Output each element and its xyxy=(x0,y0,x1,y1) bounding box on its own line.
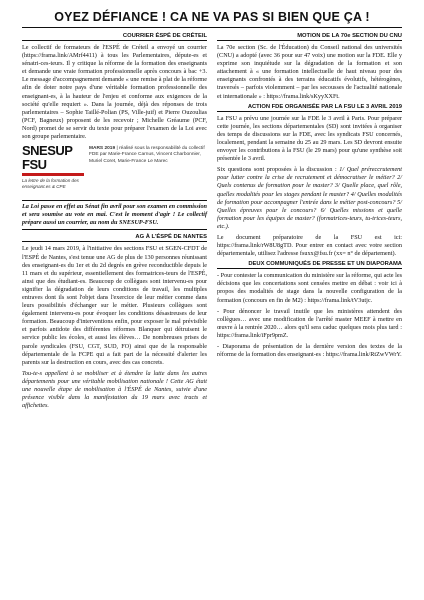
section-head-cnu: MOTION DE LA 70e SECTION DU CNU xyxy=(217,33,402,41)
left-column xyxy=(22,33,207,413)
columns xyxy=(22,33,402,413)
nantes-conclusion: Tou-te-s appellent à se mobiliser et à étendre la lutte dans les autres départements pour une véritable mobilisation nationale ! Cette AG était une nouvelle étape de mobilisation à l'ÉSPÉ de Nantes, suivie d'une présence visible dans la manifestation du 19 mars avec tracts et affichettes. xyxy=(22,369,207,410)
logo-word: SNESUP FSU xyxy=(22,143,73,173)
section-head-nantes: AG À L'ÉSPÉ DE NANTES xyxy=(22,234,207,242)
comms-item-2: - Pour dénoncer le travail inutile que les ministères attendent des collègues… avec une modification de l'arrêté master MEEF à mettre en œuvre à la rentrée 2020… alors qu'il sera caduc quelques mois plus tard : https://frama.link/iFpr9pmZ. xyxy=(217,307,402,339)
nantes-paragraph: Le jeudi 14 mars 2019, à l'initiative des sections FSU et SGEN-CFDT de l'ESPÉ de Nantes, s'est tenue une AG de plus de 130 personnes réunissant des enseignant-es du 1er et du 2d degrés en grève reconductible depuis le 11 mars et du supérieur, essentiellement des formatrices-teurs de l'ESPÉ, ainsi que des étudiant-es. Beaucoup de collègues sont intervenu-es pour signifier la dégradation de leurs conditions de travail, les multiples entraves dont ils sont l'objet dans l'exercice de leur métier comme dans leurs possibilités d'échanger sur le métier. Plusieurs collègues sont également intervenu-es pour évoquer les conditions désastreuses de leur formation. Beaucoup d'interventions enfin, pour exposer le mal prévisible et parfois antidote des différentes réformes Blanquer qui détruisent le service public les écoles, et aussi les élèves… De nombreuses prises de parole syndicales (FSU, CGT, SUD, FO) ainsi que de la responsable départementale de la FCPE qui a fait part de la nécessité d'alerter les parents sur la destruction en cours, avec des cas concrets. xyxy=(22,245,207,366)
fsu-paragraph-1: La FSU a prévu une journée sur la FDE le 3 avril à Paris. Pour préparer cette journée, les sections départementales (SD) sont invitées à organiser des temps de discussions sur la FDE, avec les syndicats FSU concernés, localement, pendant la semaine du 25 au 29 mars. Les SD devront ensuite envoyer les contributions à la FSU (le 29 mars) pour qu'une synthèse soit présentée le 3 avril. xyxy=(217,114,402,163)
logo-bar xyxy=(22,173,84,176)
section-head-creteil: COURRIER ÉSPÉ DE CRÉTEIL xyxy=(22,33,207,41)
fsu-paragraph-3: Le document préparatoire de la FSU est ici: https://frama.link/rW8U8gTD. Pour entrer en contact avec votre section départementale, utilisez l'adresse fsuxx@fsu.fr (xx= n° de département). xyxy=(217,233,402,258)
fsu-questions-list: 1/ Quel préreccrutement pour lutter contre la crise de recrutement et démocratiser le métier? 2/ Quels contenus de formation pour le master? 3/ Quelle place, quel rôle, quelles modalités pour les stages pendant le master? 4/ Quelles modalités de formation pour accompagner l'entrée dans le métier post-concours? 5/ Quelles épreuves pour le concours? 6/ Quelles missions et quelle formation pour les équipes de master? (formatrices-teurs, tu-trices-teurs, etc.). xyxy=(217,166,402,230)
caption-date: MARS 2019 xyxy=(89,146,116,152)
fsu-questions-intro: Six questions sont proposées à la discussion : xyxy=(217,166,340,174)
creteil-paragraph: Le collectif de formateurs de l'ESPÉ de Créteil a envoyé un courrier (https://frama.link/AMrf4411) à tous les Parlementaires, députe-es et sénatri-ces-teurs. Il y critique la réforme de la formation des enseignants et demande une vraie formation professionnelle après concours à bac +3. Le message d'accompagnement demande « une remise à plat de la réforme afin de doter notre pays d'une véritable formation professionnelle des enseignant-es, à la hauteur de l'enjeu et conforme aux exigences de la société qu'elle requiert ». Dans la journée, déjà des réponses de trois parlementaires – Sophie Taillé-Polian (PS, Ville-juif) et Pierre Ouzoulias (PCF, Bagneux) proposent de les recevoir ; Michelle Gréaume (PCF, Nord) promet de se servir du texte pour préparer l'examen de la Loi avec son groupe parlementaire. xyxy=(22,44,207,141)
section-head-fsu: ACTION FDE ORGANISÉE PAR LA FSU LE 3 AVRIL 2019 xyxy=(217,104,402,112)
callout-box xyxy=(22,200,207,230)
fsu-paragraph-2 xyxy=(217,166,402,231)
right-column xyxy=(217,33,402,413)
section-head-comms: DEUX COMMUNIQUÉS DE PRESSE ET UN DIAPORAMA xyxy=(217,261,402,269)
snesup-logo xyxy=(22,144,84,196)
logo-caption xyxy=(89,144,207,165)
logo-row xyxy=(22,144,207,196)
page-title: OYEZ DÉFIANCE ! CA NE VA PAS SI BIEN QUE ÇA ! xyxy=(22,10,402,28)
comms-item-3: - Diaporama de présentation de la dernière version des textes de la réforme de la formation des enseignant-es : https://frama.link/RtZwVWrY. xyxy=(217,343,402,359)
logo-tagline: La lettre de la formation des enseignant.es & CPE xyxy=(22,178,79,189)
cnu-paragraph: La 70e section (Sc. de l'Éducation) du Conseil national des universités (CNU) a adopté (avec 36 pour sur 47 voix) une motion sur la FDE. Elle y exprime son inquiétude sur la dégradation de la formation et son attachement à « une formation intellectuelle de haut niveau pour des enseignants confrontés à des terrains éducatifs évolutifs, hétérogènes, traversés – parfois violemment – par les secousses de l'actualité nationale et internationale » : https://frama.link/sKyyXXFt. xyxy=(217,44,402,100)
callout-text: La Loi passe en effet au Sénat fin avril pour son examen en commission et sera soumise au vote en mai. C'est le moment d'agir ! Le collectif prépare aussi un courrier, au nom du SNESUP-FSU. xyxy=(22,203,207,227)
caption-text: | réalisé sous la responsabilité du collectif FDE par Marie-France Carnus, Vincent Charbonnier, Muriel Coret, Marie-France Le Marec xyxy=(89,146,205,164)
comms-item-1: - Pour contester la communication du ministère sur la réforme, qui acte les décisions que les concertations sont censées mettre en débat : voir ici à propos des modalités de stage dans la nouvelle configuration de la formation (concours en fin de M2) : https://frama.link/tV3utjc. xyxy=(217,272,402,304)
